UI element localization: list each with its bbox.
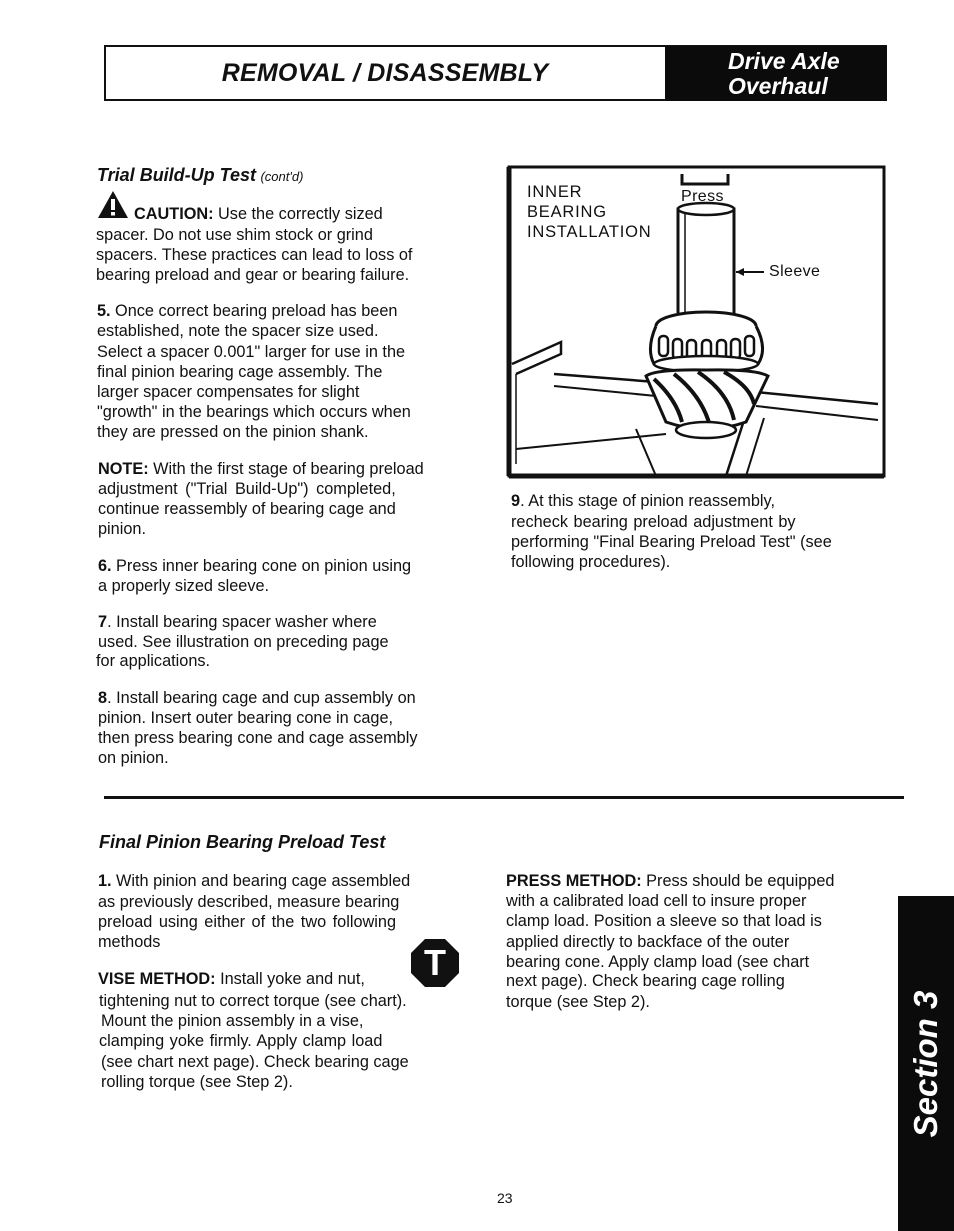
vise-line1: Install yoke and nut, (220, 970, 365, 988)
press-line6: next page). Check bearing cage rolling (506, 972, 785, 990)
final-step1-line1: With pinion and bearing cage assembled (116, 872, 411, 890)
figure-title-line3: INSTALLATION (527, 223, 652, 241)
final-step1-line4: methods (98, 933, 161, 951)
final-step1-line2: as previously described, measure bearing (98, 893, 400, 911)
note-line2: adjustment ("Trial Build-Up") completed, (98, 480, 396, 498)
step5-line1: Once correct bearing preload has been (115, 302, 398, 320)
step9-number: 9 (511, 492, 521, 510)
section-tab-label: Section 3 (907, 990, 944, 1138)
caution-warning-icon (97, 190, 129, 219)
step5-first-line (97, 301, 397, 321)
step9-line2: recheck bearing preload adjustment by (511, 513, 796, 531)
header-topic-line2: Overhaul (728, 73, 828, 99)
note-first-line (98, 459, 424, 479)
step7-first-line (98, 612, 377, 632)
press-line2: with a calibrated load cell to insure proper (506, 892, 807, 910)
step5-line4: final pinion bearing cage assembly. The (97, 363, 383, 381)
step9-line3: performing "Final Bearing Preload Test" (see (511, 533, 832, 551)
step9-line1: . At this stage of pinion reassembly, (520, 492, 775, 510)
trial-heading-text: Trial Build-Up Test (97, 165, 257, 185)
step5-line3: Select a spacer 0.001" larger for use in the (97, 343, 406, 361)
press-line4: applied directly to backface of the outer (506, 933, 790, 951)
final-step1-number: 1. (98, 872, 112, 890)
vise-line4: clamping yoke firmly. Apply clamp load (99, 1032, 383, 1050)
step9-line4: following procedures). (511, 553, 671, 571)
step6-line2: a properly sized sleeve. (98, 577, 270, 595)
press-method-label: PRESS METHOD: (506, 872, 642, 890)
step8-first-line (98, 688, 416, 708)
step8-line3: then press bearing cone and cage assembly (98, 729, 418, 747)
vise-line5: (see chart next page). Check bearing cage (101, 1053, 409, 1071)
caution-line4: bearing preload and gear or bearing failure. (96, 266, 410, 284)
note-label: NOTE: (98, 460, 149, 478)
step8-line4: on pinion. (98, 749, 169, 767)
note-line4: pinion. (98, 520, 146, 538)
header-topic-line1: Drive Axle (728, 48, 840, 74)
note-line3: continue reassembly of bearing cage and (98, 500, 396, 518)
caution-line2: spacer. Do not use shim stock or grind (96, 226, 373, 244)
step9-first-line (511, 491, 775, 511)
press-first-line (506, 871, 834, 891)
page-title: REMOVAL / DISASSEMBLY (221, 58, 549, 87)
step7-line3: for applications. (96, 652, 211, 670)
step5-line5: larger spacer compensates for slight (97, 383, 360, 401)
figure-title (527, 182, 652, 242)
step8-line2: pinion. Insert outer bearing cone in cage, (98, 709, 394, 727)
figure-title-line2: BEARING (527, 203, 607, 221)
press-line7: torque (see Step 2). (506, 993, 650, 1011)
step5-line2: established, note the spacer size used. (97, 322, 379, 340)
step8-number: 8 (98, 689, 108, 707)
press-line5: bearing cone. Apply clamp load (see chart (506, 953, 810, 971)
step6-first-line (98, 556, 411, 576)
vise-line3: Mount the pinion assembly in a vise, (101, 1012, 364, 1030)
header-title-area (106, 47, 664, 99)
press-line3: clamp load. Position a sleeve so that load is (506, 912, 822, 930)
step5-line6: "growth" in the bearings which occurs when (97, 403, 411, 421)
trial-heading-suffix: (cont'd) (260, 169, 304, 184)
vise-line6: rolling torque (see Step 2). (101, 1073, 293, 1091)
caution-first-line (134, 204, 383, 224)
final-heading: Final Pinion Bearing Preload Test (99, 832, 386, 852)
caution-line1: Use the correctly sized (218, 205, 383, 223)
trial-heading (97, 165, 303, 186)
note-line1: With the first stage of bearing preload (153, 460, 424, 478)
figure-press-label: Press (681, 188, 724, 205)
caution-line3: spacers. These practices can lead to loss of (96, 246, 413, 264)
step5-line7: they are pressed on the pinion shank. (97, 423, 369, 441)
step6-number: 6. (98, 557, 112, 575)
final-step1-line3: preload using either of the two following (98, 913, 397, 931)
final-step1-first-line (98, 871, 410, 891)
torque-icon-letter: T (424, 942, 446, 983)
figure-sleeve-label: Sleeve (769, 263, 821, 280)
vise-label: VISE METHOD: (98, 970, 216, 988)
step7-line1: . Install bearing spacer washer where (107, 613, 377, 631)
page-number: 23 (497, 1190, 513, 1206)
step8-line1: . Install bearing cage and cup assembly on (107, 689, 416, 707)
step7-number: 7 (98, 613, 108, 631)
section-tab (898, 896, 954, 1231)
step7-line2: used. See illustration on preceding page (98, 633, 389, 651)
press-line1: Press should be equipped (646, 872, 835, 890)
vise-first-line (98, 969, 365, 989)
step5-number: 5. (97, 302, 111, 320)
caution-label: CAUTION: (134, 205, 214, 223)
header-topic-block (665, 46, 887, 101)
figure-title-line1: INNER (527, 183, 583, 201)
step6-line1: Press inner bearing cone on pinion using (116, 557, 412, 575)
vise-line2: tightening nut to correct torque (see chart). (99, 992, 407, 1010)
section-divider (104, 796, 904, 799)
